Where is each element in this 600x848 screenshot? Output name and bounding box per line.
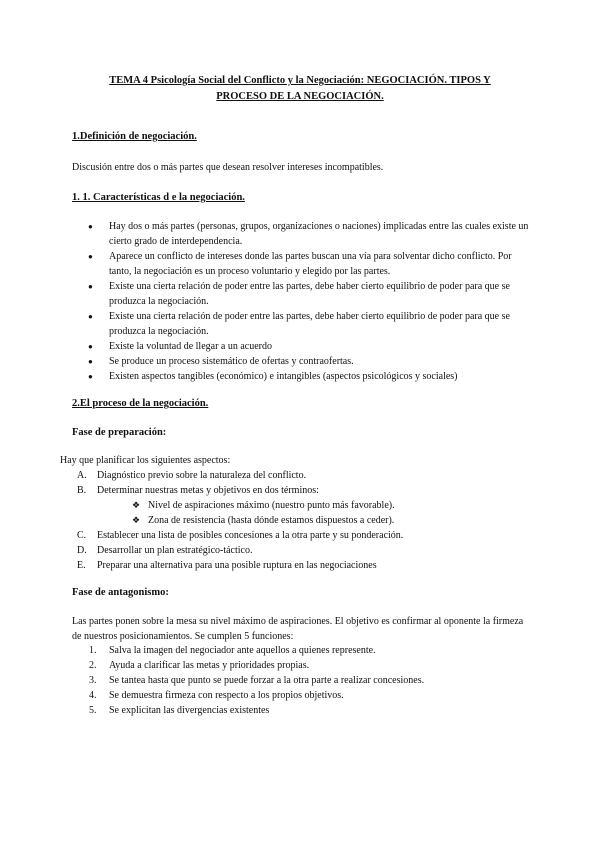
diamond-bullet-icon: ❖	[132, 500, 141, 510]
list-item: 5. Se explicitan las divergencias existentes	[89, 705, 270, 716]
section-1-1-heading: 1. 1. Características d e la negociación.	[72, 192, 245, 203]
antag-intro: Las partes ponen sobre la mesa su nivel máximo de aspiraciones. El objetivo es confirmar al oponente la firmeza de nuestros posicionamientos. Se cumplen 5 funciones:	[72, 616, 524, 642]
list-item: B. Determinar nuestras metas y objetivos en dos términos:	[77, 485, 319, 496]
list-item: ❖ Zona de resistencia (hasta dónde estamos dispuestos a ceder).	[132, 515, 395, 526]
list-item: C. Establecer una lista de posibles concesiones a la otra parte y su ponderación.	[77, 530, 404, 541]
prep-list-ab	[60, 468, 520, 498]
list-item: 1. Salva la imagen del negociador ante aquellos a quienes represente.	[89, 645, 376, 656]
prep-sublist	[60, 498, 520, 528]
section-1-text: Discusión entre dos o más partes que desean resolver intereses incompatibles.	[72, 162, 384, 173]
list-item: E. Preparar una alternativa para una posible ruptura en las negociaciones	[77, 560, 377, 571]
characteristics-list	[72, 219, 532, 384]
list-item: ❖ Nivel de aspiraciones máximo (nuestro punto más favorable).	[132, 500, 395, 511]
section-2-heading: 2.El proceso de la negociación.	[72, 398, 209, 409]
list-item: ● Se produce un proceso sistemático de ofertas y contraofertas.	[72, 354, 532, 369]
list-item: 2. Ayuda a clarificar las metas y prioridades propias.	[89, 660, 310, 671]
list-item: ● Existen aspectos tangibles (económico) e intangibles (aspectos psicológicos y sociales)	[72, 369, 532, 384]
list-item: ● Existe una cierta relación de poder entre las partes, debe haber cierto equilibrio de poder para que se produzca la negociación.	[72, 279, 532, 309]
list-item: 4. Se demuestra firmeza con respecto a los propios objetivos.	[89, 690, 344, 701]
prep-list-cde	[60, 528, 520, 573]
title-line-1: TEMA 4 Psicología Social del Conflicto y la Negociación: NEGOCIACIÓN. TIPOS Y	[109, 75, 491, 86]
list-item: ● Hay dos o más partes (personas, grupos, organizaciones o naciones) implicadas entre las cuales existe un cierto grado de interdependencia.	[72, 219, 532, 249]
list-item: ● Existe la voluntad de llegar a un acuerdo	[72, 339, 532, 354]
diamond-bullet-icon: ❖	[132, 515, 141, 525]
list-item: ● Aparece un conflicto de intereses donde las partes buscan una vía para solventar dicho conflicto. Por tanto, la negociación es un proceso voluntario y elegido por las partes.	[72, 249, 532, 279]
list-item: A. Diagnóstico previo sobre la naturaleza del conflicto.	[77, 470, 307, 481]
prep-phase-block	[60, 453, 520, 573]
prep-intro: Hay que planificar los siguientes aspectos:	[60, 455, 231, 466]
antag-functions-list	[72, 643, 532, 718]
prep-phase-heading: Fase de preparación:	[72, 427, 167, 438]
list-item: ● Existe una cierta relación de poder entre las partes, debe haber cierto equilibrio de poder para que se produzca la negociación.	[72, 309, 532, 339]
section-1-heading: 1.Definición de negociación.	[72, 131, 197, 142]
list-item: 3. Se tantea hasta que punto se puede forzar a la otra parte a realizar concesiones.	[89, 675, 425, 686]
antag-phase-heading: Fase de antagonismo:	[72, 587, 169, 598]
page-title	[90, 73, 510, 105]
list-item: D. Desarrollar un plan estratégico-táctico.	[77, 545, 253, 556]
title-line-2: PROCESO DE LA NEGOCIACIÓN.	[216, 91, 384, 102]
